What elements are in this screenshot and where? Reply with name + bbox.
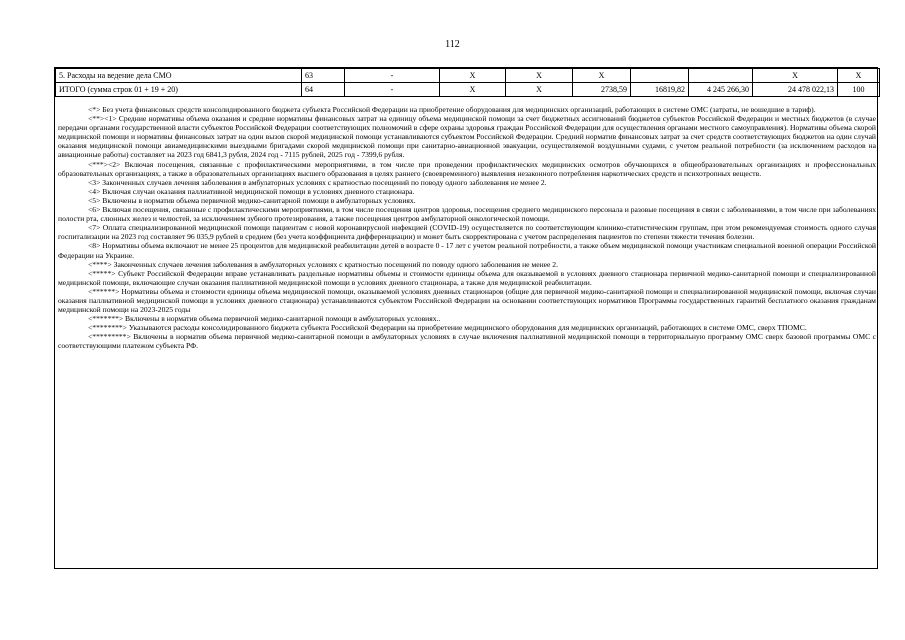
table-cell: 4 245 266,30 — [689, 83, 753, 97]
table-cell: X — [506, 83, 573, 97]
summary-table — [55, 68, 880, 97]
table-cell: X — [506, 69, 573, 83]
footnotes — [58, 105, 876, 351]
footnote: <7> Оплата специализированной медицинской помощи пациентам с новой коронавирусной инфекцией (COVID-19) осуществляется по соответствующим клинико-статистическим группам, при этом рекомендуемая стоимость одного случая госпитализации на 2023 год составляет 96 035,9 рублей в среднем (без учета коэффициента дифференциации) и может быть скорректирована с учетом распределения пациентов по степени тяжести течения болезни. — [58, 223, 876, 242]
footnote: <*********> Включены в норматив объема первичной медико-санитарной помощи в амбулаторных условиях в случае включения паллиативной медицинской помощи в территориальную программу ОМС сверх базовой программы ОМС с соответствующими платежом субъекта РФ. — [58, 332, 876, 351]
table-cell: - — [345, 83, 440, 97]
table-cell: X — [440, 83, 506, 97]
table-cell — [689, 69, 753, 83]
table-cell: 63 — [302, 69, 345, 83]
footnote: <*****> Субъект Российской Федерации вправе устанавливать раздельные нормативы объемы и стоимости единицы объема для оказываемой в условиях дневного стационара первичной медико-санитарной помощи и специализированной медицинской помощи, включающие случаи оказания паллиативной медицинской помощи в условиях дневного стационара, а также для медицинской реабилитации. — [58, 268, 876, 287]
table-row — [56, 69, 880, 83]
footnote: <6> Включая посещения, связанные с профилактическими мероприятиями, в том числе посещения центров здоровья, посещения среднего медицинского персонала и разовые посещения в связи с заболеваниями, в том числе при заболеваниях полости рта, слюнных желез и челюстей, за исключением зубного протезирования, а также посещения центров амбулаторной онкологической помощи. — [58, 205, 876, 224]
footnote: <******> Нормативы объема и стоимости единицы объема медицинской помощи, оказываемой условиях дневных стационаров (общие для первичной медико-санитарной помощи и специализированной медицинской помощи, включая случаи оказания паллиативной медицинской помощи в условиях дневного стационара) устанавливаются субъектом Российской Федерации на основании соответствующих нормативов Программы государственных гарантий бесплатного оказания гражданам медицинской помощи на 2023-2025 годы — [58, 286, 876, 315]
table-cell: 16819,82 — [631, 83, 689, 97]
table-cell: 100 — [838, 83, 880, 97]
footnote: <8> Нормативы объема включают не менее 25 процентов для медицинской реабилитации детей в возрасте 0 - 17 лет с учетом реальной потребности, а также объем медицинской помощи участникам специальной военной операции Российской Федерации на Украине. — [58, 241, 876, 260]
table-cell — [631, 69, 689, 83]
page-number: 112 — [445, 39, 460, 50]
table-cell: 24 478 022,13 — [753, 83, 838, 97]
table-cell: X — [573, 69, 631, 83]
table-cell: - — [345, 69, 440, 83]
row-label: ИТОГО (сумма строк 01 + 19 + 20) — [56, 83, 302, 97]
footnote: <*******> Включены в норматив объема первичной медико-санитарной помощи в амбулаторных условиях.. — [88, 314, 441, 324]
footnote: <***><2> Включая посещения, связанные с профилактическими мероприятиями, в том числе при проведении профилактических медицинских осмотров обучающихся в общеобразовательных организациях и профессиональных образовательных организациях, а также в образовательных организациях высшего образования в целях раннего (своевременного) выявления незаконного потребления наркотических средств и психотропных веществ. — [58, 159, 876, 178]
table-cell: X — [753, 69, 838, 83]
footnote: <5> Включены в норматив объема первичной медико-санитарной помощи в амбулаторных условиях. — [88, 195, 416, 205]
footnote: <3> Законченных случаев лечения заболевания в амбулаторных условиях с кратностью посещений по поводу одного заболевания не менее 2. — [88, 177, 547, 187]
footnote: <****> Законченных случаев лечения заболевания в амбулаторных условиях с кратностью посещений по поводу одного заболевания не менее 2. — [88, 259, 558, 269]
document-frame — [54, 67, 878, 569]
footnote: <********> Указываются расходы консолидированного бюджета субъекта Российской Федерации на приобретение медицинского оборудования для медицинских организаций, работающих в системе ОМС, сверх ТПОМС. — [88, 323, 807, 333]
footnote: <**><1> Средние нормативы объема оказания и средние нормативы финансовых затрат на единицу объема медицинской помощи за счет бюджетных ассигнований бюджетов субъектов Российской Федерации и местных бюджетов (в случае передачи органами государственной власти субъектов Российской Федерации соответствующих полномочий в сфере охраны здоровья граждан Российской Федерации для осуществления органами местного самоуправления). Нормативы объема скорой медицинской помощи и нормативы финансовых затрат на один вызов скорой медицинской помощи устанавливаются субъектом Российской Федерации. Средний норматив финансовых затрат за счет средств соответствующих бюджетов на один случай оказания медицинской помощи авиамедицинскими выездными бригадами скорой медицинской помощи при санитарно-авиационной эвакуации, осуществляемой воздушными судами, с учетом реальной потребности (за исключением расходов на авиационные работы) составляет на 2023 год 6841,3 рубля, 2024 год - 7115 рублей, 2025 год - 7399,6 рубля. — [58, 114, 876, 160]
table-cell: X — [440, 69, 506, 83]
table-cell: 2738,59 — [573, 83, 631, 97]
table-row — [56, 83, 880, 97]
table-cell: X — [838, 69, 880, 83]
footnote: <*> Без учета финансовых средств консолидированного бюджета субъекта Российской Федерации на приобретение оборудования для медицинских организаций, работающих в системе ОМС (затраты, не вошедшие в тариф). — [88, 105, 816, 114]
row-label: 5. Расходы на ведение дела СМО — [56, 69, 302, 83]
table-cell: 64 — [302, 83, 345, 97]
footnote: <4> Включая случаи оказания паллиативной медицинской помощи в условиях дневного стационара. — [88, 186, 415, 196]
